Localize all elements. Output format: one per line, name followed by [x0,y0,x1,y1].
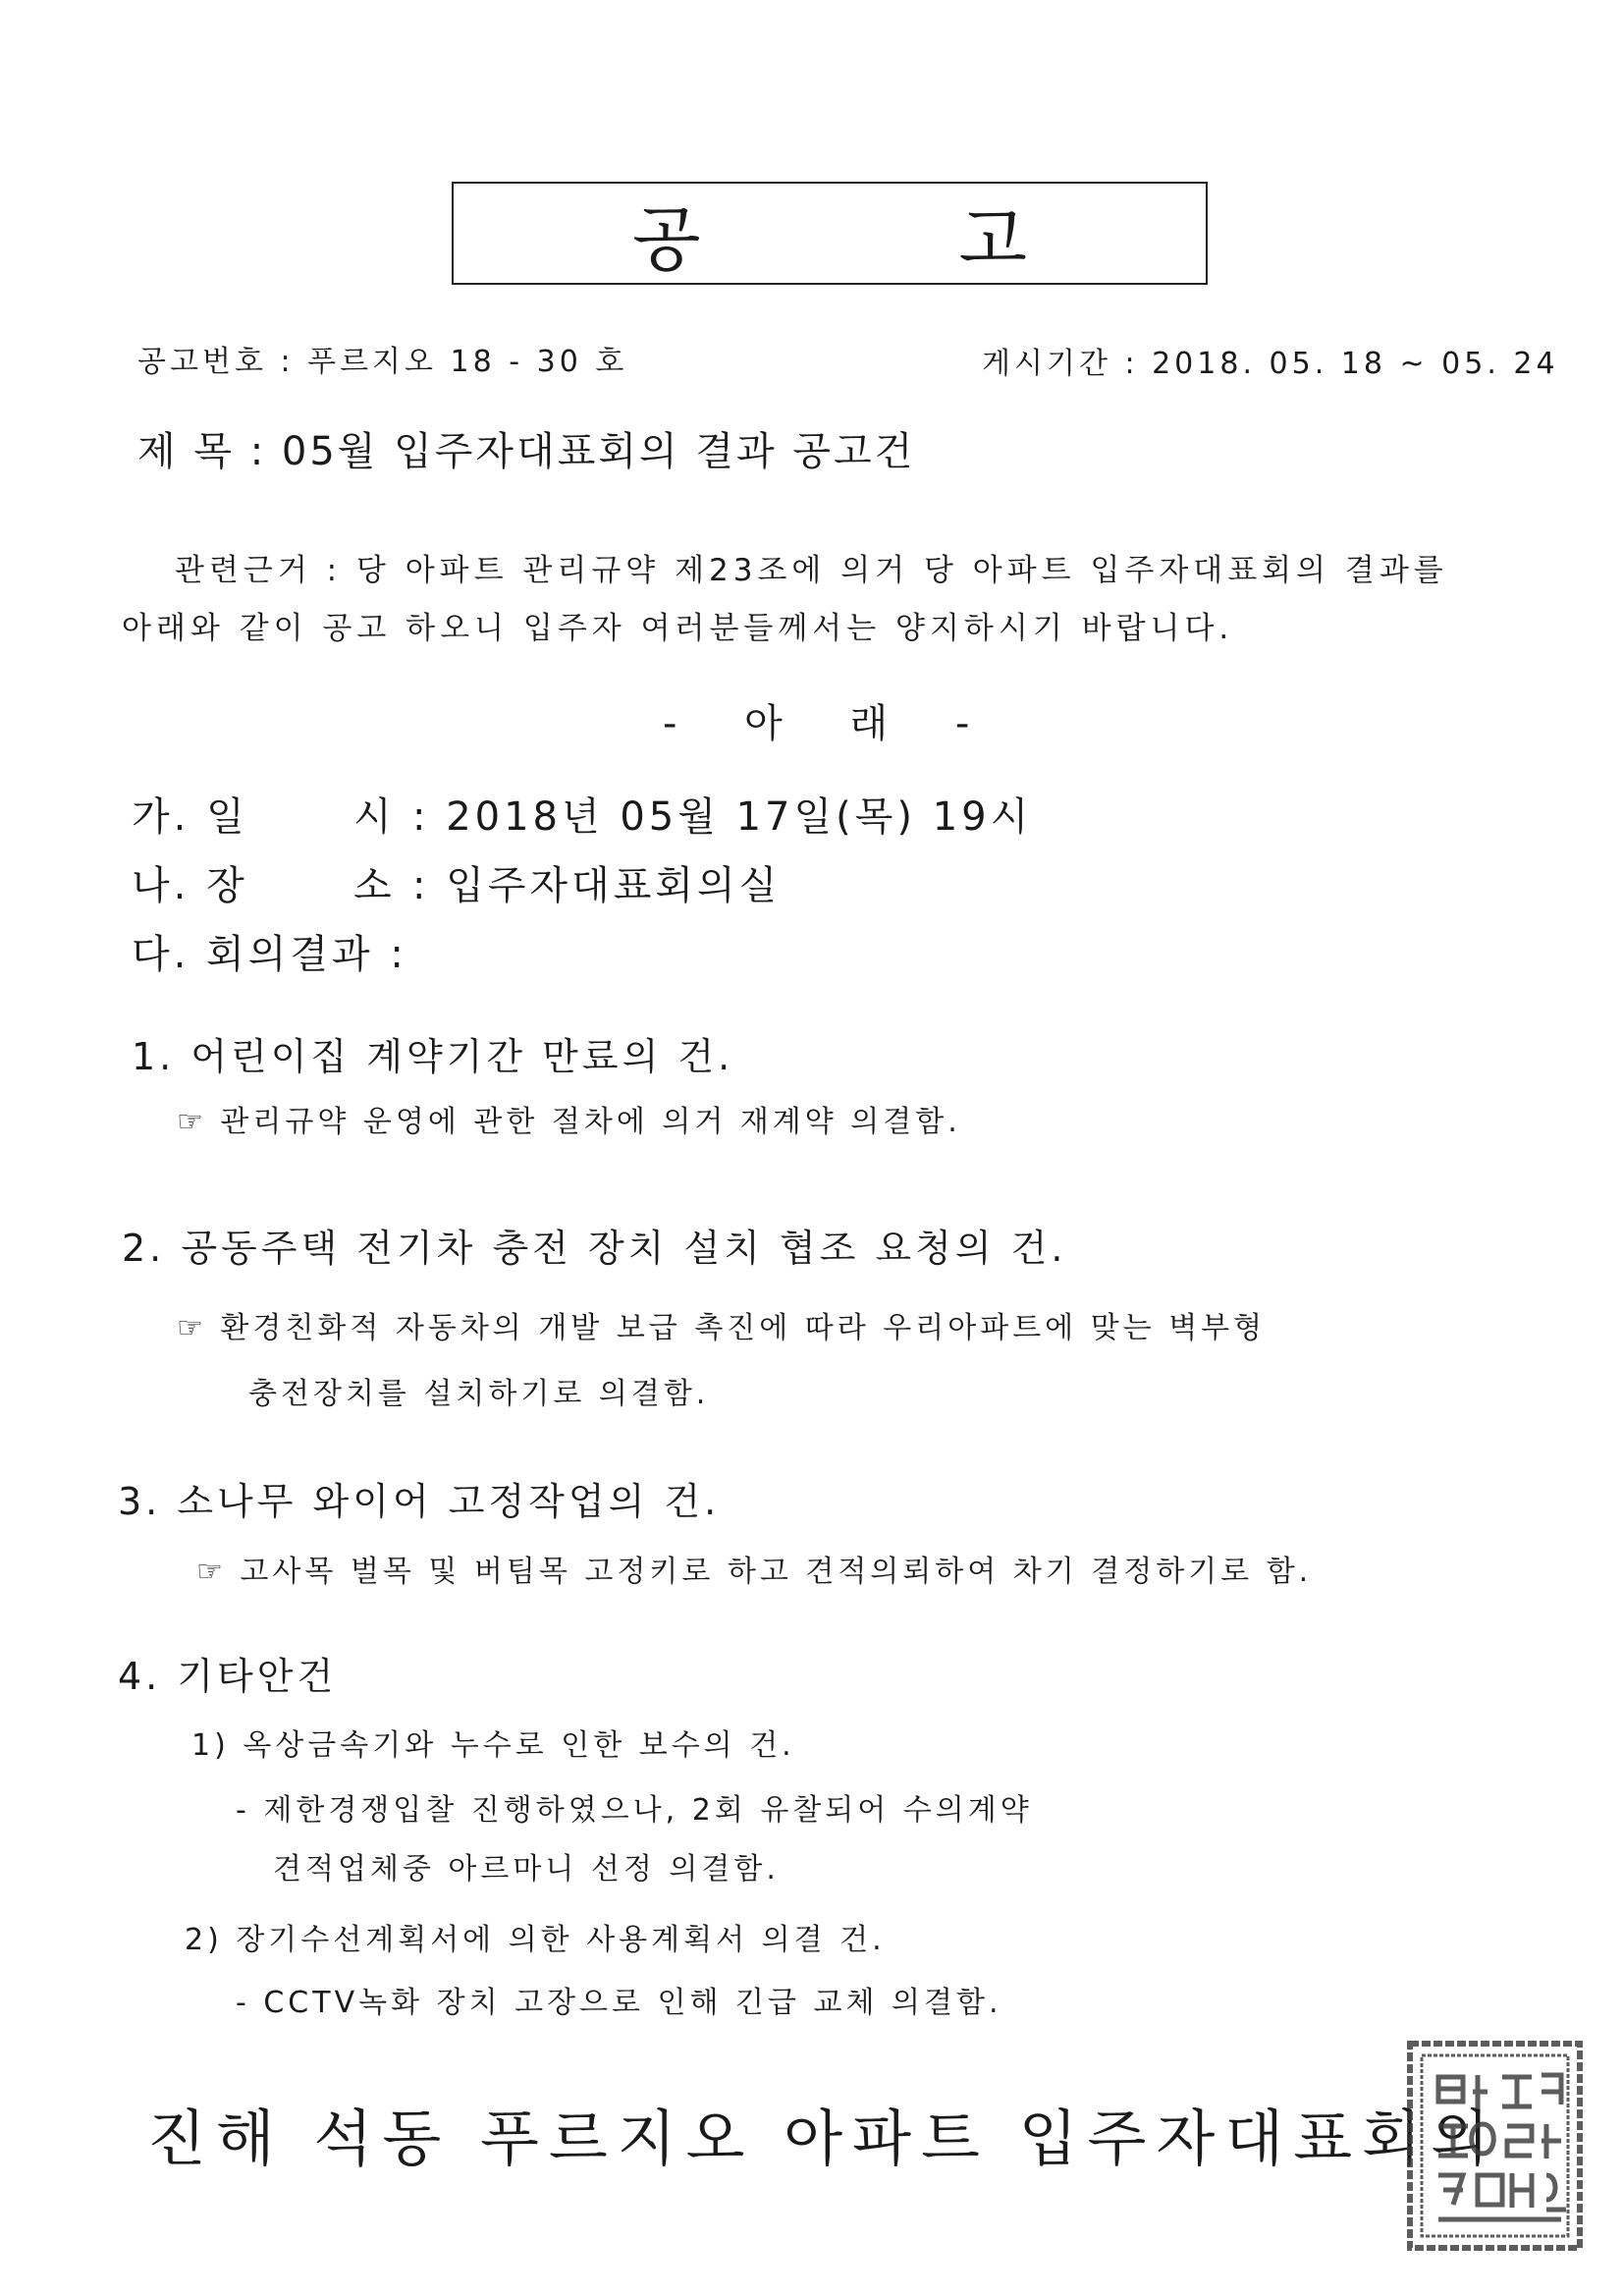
basis-line-1: 관련근거 : 당 아파트 관리규약 제23조에 의거 당 아파트 입주자대표회의 결과를 [175,553,1448,588]
place-label-2: 소 [353,863,396,908]
posting-period: 게시기간 : 2018. 05. 18 ~ 05. 24 [982,347,1559,381]
title-box [452,182,1208,285]
footer-organization: 진해 석동 푸르지오 아파트 입주자대표회의 [147,2103,1499,2174]
item-1-title: 1. 어린이집 계약기간 만료의 건. [132,1035,734,1078]
date-value: : 2018년 05월 17일(목) 19시 [412,794,1033,840]
item-4-title: 4. 기타안건 [118,1655,338,1698]
basis-line-2: 아래와 같이 공고 하오니 입주자 여러분들께서는 양지하시기 바랍니다. [122,611,1234,646]
sub-item-1-line-1: - 제한경쟁입찰 진행하였으나, 2회 유찰되어 수의계약 [236,1793,1033,1828]
sub-item-2-line-1: - CCTV녹화 장치 고장으로 인해 긴급 교체 의결함. [236,1986,1002,2020]
date-label: 가. 일 [132,794,248,840]
official-seal [1404,2038,1586,2254]
item-1-note: ☞ 관리규약 운영에 관한 절차에 의거 재계약 의결함. [177,1105,961,1139]
place-value: : 입주자대표회의실 [412,863,782,908]
document-title: 공 고 [632,197,1145,281]
item-2-note-2: 충전장치를 설치하기로 의결함. [248,1377,710,1411]
sub-item-2-title: 2) 장기수선계획서에 의한 사용계획서 의결 건. [185,1923,886,1957]
subject-line: 제 목 : 05월 입주자대표회의 결과 공고건 [137,429,916,474]
place-label: 나. 장 [132,863,248,908]
result-label: 다. 회의결과 : [132,932,407,977]
sub-item-1-title: 1) 옥상금속기와 누수로 인한 보수의 건. [191,1728,795,1763]
item-3-title: 3. 소나무 와이어 고정작업의 건. [118,1480,721,1523]
item-3-note: ☞ 고사목 벌목 및 버팀목 고정키로 하고 견적의뢰하여 차기 결정하기로 함. [196,1555,1313,1589]
date-label-2: 시 [353,794,396,840]
notice-number: 공고번호 : 푸르지오 18 - 30 호 [137,345,628,379]
item-2-title: 2. 공동주택 전기차 충전 장치 설치 협조 요청의 건. [122,1227,1067,1270]
below-heading: - 아 래 - [663,701,998,746]
item-2-note-1: ☞ 환경친화적 자동차의 개발 보급 촉진에 따라 우리아파트에 맞는 벽부형 [177,1311,1267,1345]
sub-item-1-line-2: 견적업체중 아르마니 선정 의결함. [273,1852,780,1886]
